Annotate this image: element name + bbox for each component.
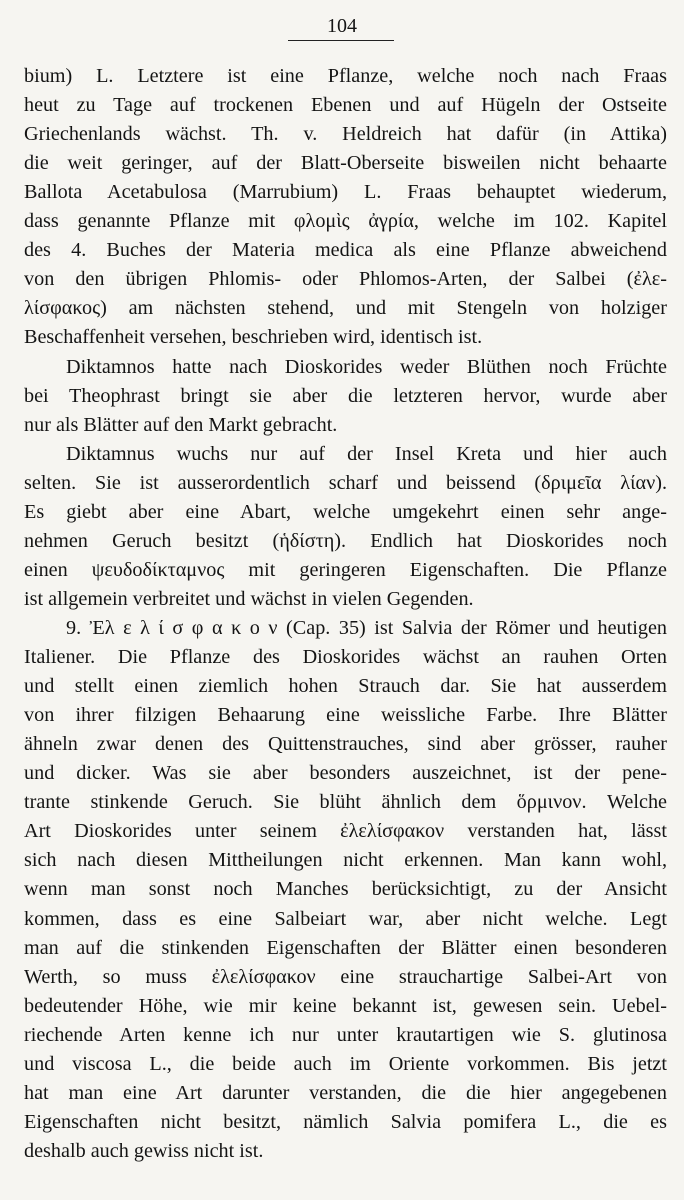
text-line: wenn man sonst noch Manches berücksichtigt, zu der Ansicht xyxy=(24,878,667,901)
text-line: die weit geringer, auf der Blatt-Oberseite bisweilen nicht behaarte xyxy=(24,152,667,175)
text-line: nehmen Geruch besitzt (ἡδίστη). Endlich hat Dioskorides noch xyxy=(24,529,667,552)
text-line: Ballota Acetabulosa (Marrubium) L. Fraas behauptet wiederum, xyxy=(24,181,667,204)
text-line: bei Theophrast bringt sie aber die letzteren hervor, wurde aber xyxy=(24,384,667,407)
text-line: sich nach diesen Mittheilungen nicht erkennen. Man kann wohl, xyxy=(24,849,667,872)
text-line: riechende Arten kenne ich nur unter krautartigen wie S. glutinosa xyxy=(24,1023,667,1046)
text-line: deshalb auch gewiss nicht ist. xyxy=(24,1139,264,1162)
text-line: Werth, so muss ἐλελίσφακον eine strauchartige Salbei-Art von xyxy=(24,965,667,988)
page-number: 104 xyxy=(327,15,357,37)
text-line: einen ψευδοδίκταμνος mit geringeren Eigenschaften. Die Pflanze xyxy=(24,558,667,581)
text-line: des 4. Buches der Materia medica als eine Pflanze abweichend xyxy=(24,239,667,262)
text-line: bium) L. Letztere ist eine Pflanze, welche noch nach Fraas xyxy=(24,65,667,87)
text-line: bedeutender Höhe, wie mir keine bekannt ist, gewesen sein. Uebel- xyxy=(24,994,667,1017)
header-rule xyxy=(288,40,394,41)
text-line: Eigenschaften nicht besitzt, nämlich Salvia pomifera L., die es xyxy=(24,1110,667,1133)
text-line: Griechenlands wächst. Th. v. Heldreich hat dafür (in Attika) xyxy=(24,123,667,146)
text-line: Italiener. Die Pflanze des Dioskorides wächst an rauhen Orten xyxy=(24,646,667,668)
text-line: trante stinkende Geruch. Sie blüht ähnlich dem ὅρμινον. Welche xyxy=(24,791,667,814)
text-line: von ihrer filzigen Behaarung eine weissliche Farbe. Ihre Blätter xyxy=(24,704,667,727)
text-line: 9. Ἐλ ε λ ί σ φ α κ ο ν (Cap. 35) ist Salvia der Römer und heutigen xyxy=(66,617,667,639)
text-line: selten. Sie ist ausserordentlich scharf und beissend (δριμεῖα λίαν). xyxy=(24,471,667,494)
text-line: und dicker. Was sie aber besonders auszeichnet, ist der pene- xyxy=(24,762,667,785)
text-line: nur als Blätter auf den Markt gebracht. xyxy=(24,413,338,436)
text-line: hat man eine Art darunter verstanden, die die hier angegebenen xyxy=(24,1081,667,1104)
text-line: man auf die stinkenden Eigenschaften der Blätter einen besonderen xyxy=(24,936,667,959)
text-line: Diktamnos hatte nach Dioskorides weder Blüthen noch Früchte xyxy=(66,355,667,378)
text-line: dass genannte Pflanze mit φλομὶς ἀγρία, welche im 102. Kapitel xyxy=(24,210,667,233)
text-line: und viscosa L., die beide auch im Oriente vorkommen. Bis jetzt xyxy=(24,1052,667,1075)
text-line: und stellt einen ziemlich hohen Strauch dar. Sie hat ausserdem xyxy=(24,675,667,698)
text-line: Beschaffenheit versehen, beschrieben wird, identisch ist. xyxy=(24,326,483,349)
text-line: λίσφακος) am nächsten stehend, und mit Stengeln von holziger xyxy=(24,297,667,320)
text-line: von den übrigen Phlomis- oder Phlomos-Arten, der Salbei (ἐλε- xyxy=(24,268,667,291)
text-line: ist allgemein verbreitet und wächst in vielen Gegenden. xyxy=(24,587,474,610)
text-line: Art Dioskorides unter seinem ἐλελίσφακον verstanden hat, lässt xyxy=(24,820,667,843)
text-line: ähneln zwar denen des Quittenstrauches, sind aber grösser, rauher xyxy=(24,733,667,756)
text-line: heut zu Tage auf trockenen Ebenen und auf Hügeln der Ostseite xyxy=(24,94,667,116)
text-line: kommen, dass es eine Salbeiart war, aber nicht welche. Legt xyxy=(24,907,667,930)
text-line: Diktamnus wuchs nur auf der Insel Kreta und hier auch xyxy=(66,442,667,465)
text-line: Es giebt aber eine Abart, welche umgekehrt einen sehr ange- xyxy=(24,500,667,523)
